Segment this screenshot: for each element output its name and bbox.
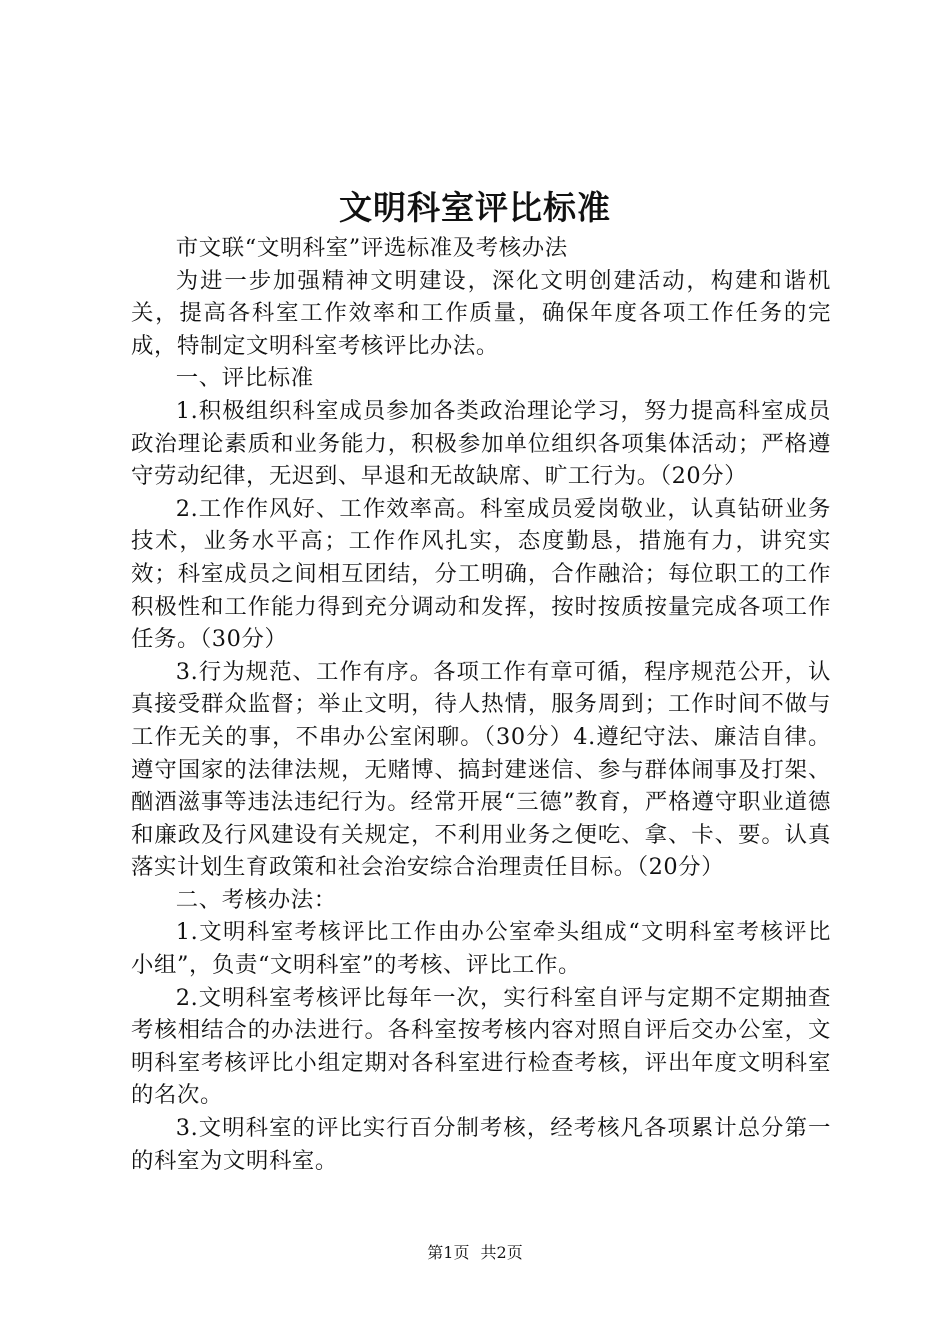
- subtitle-paragraph: 市文联“文明科室”评选标准及考核办法: [175, 235, 568, 261]
- criteria-item-2: 2.工作作风好、工作效率高。科室成员爱岗敬业，认真钻研业务技术，业务水平高；工作作风扎实，态度勤恳，措施有力，讲究实效；科室成员之间相互团结，分工明确，合作融洽；每位职工的工作积极性和工作能力得到充分调动和发挥，按时按质按量完成各项工作任务。（30分）: [131, 495, 831, 653]
- document-body: [131, 232, 831, 1177]
- page-footer: [0, 1241, 950, 1265]
- intro-paragraph: 为进一步加强精神文明建设，深化文明创建活动，构建和谐机关，提高各科室工作效率和工作质量，确保年度各项工作任务的完成，特制定文明科室考核评比办法。: [131, 267, 831, 359]
- section-heading-criteria: 一、评比标准: [175, 365, 314, 392]
- section-heading-assessment: 二、考核办法：: [175, 886, 337, 913]
- criteria-item-1: 1.积极组织科室成员参加各类政治理论学习，努力提高科室成员政治理论素质和业务能力，积极参加单位组织各项集体活动；严格遵守劳动纪律，无迟到、早退和无故缺席、旷工行为。（20分）: [131, 397, 831, 490]
- assessment-item-3: 3.文明科室的评比实行百分制考核，经考核凡各项累计总分第一的科室为文明科室。: [131, 1115, 831, 1174]
- page-total: 共2页: [480, 1243, 523, 1262]
- criteria-item-3-4: 3.行为规范、工作有序。各项工作有章可循，程序规范公开，认真接受群众监督；举止文明，待人热情，服务周到；工作时间不做与工作无关的事，不串办公室闲聊。（30分）4.遵纪守法、廉洁自律。遵守国家的法律法规，无赌博、搞封建迷信、参与群体闹事及打架、酗酒滋事等违法违纪行为。经常开展“三德”教育，严格遵守职业道德和廉政及行风建设有关规定，不利用业务之便吃、拿、卡、要。认真落实计划生育政策和社会治安综合治理责任目标。（20分）: [131, 658, 831, 881]
- assessment-item-1: 1.文明科室考核评比工作由办公室牵头组成“文明科室考核评比小组”，负责“文明科室”的考核、评比工作。: [131, 919, 831, 979]
- document-title: 文明科室评比标准: [339, 188, 611, 227]
- page-number: 第1页: [427, 1243, 470, 1262]
- assessment-item-2: 2.文明科室考核评比每年一次，实行科室自评与定期不定期抽查考核相结合的办法进行。各科室按考核内容对照自评后交办公室，文明科室考核评比小组定期对各科室进行检查考核，评出年度文明科室的名次。: [131, 984, 831, 1109]
